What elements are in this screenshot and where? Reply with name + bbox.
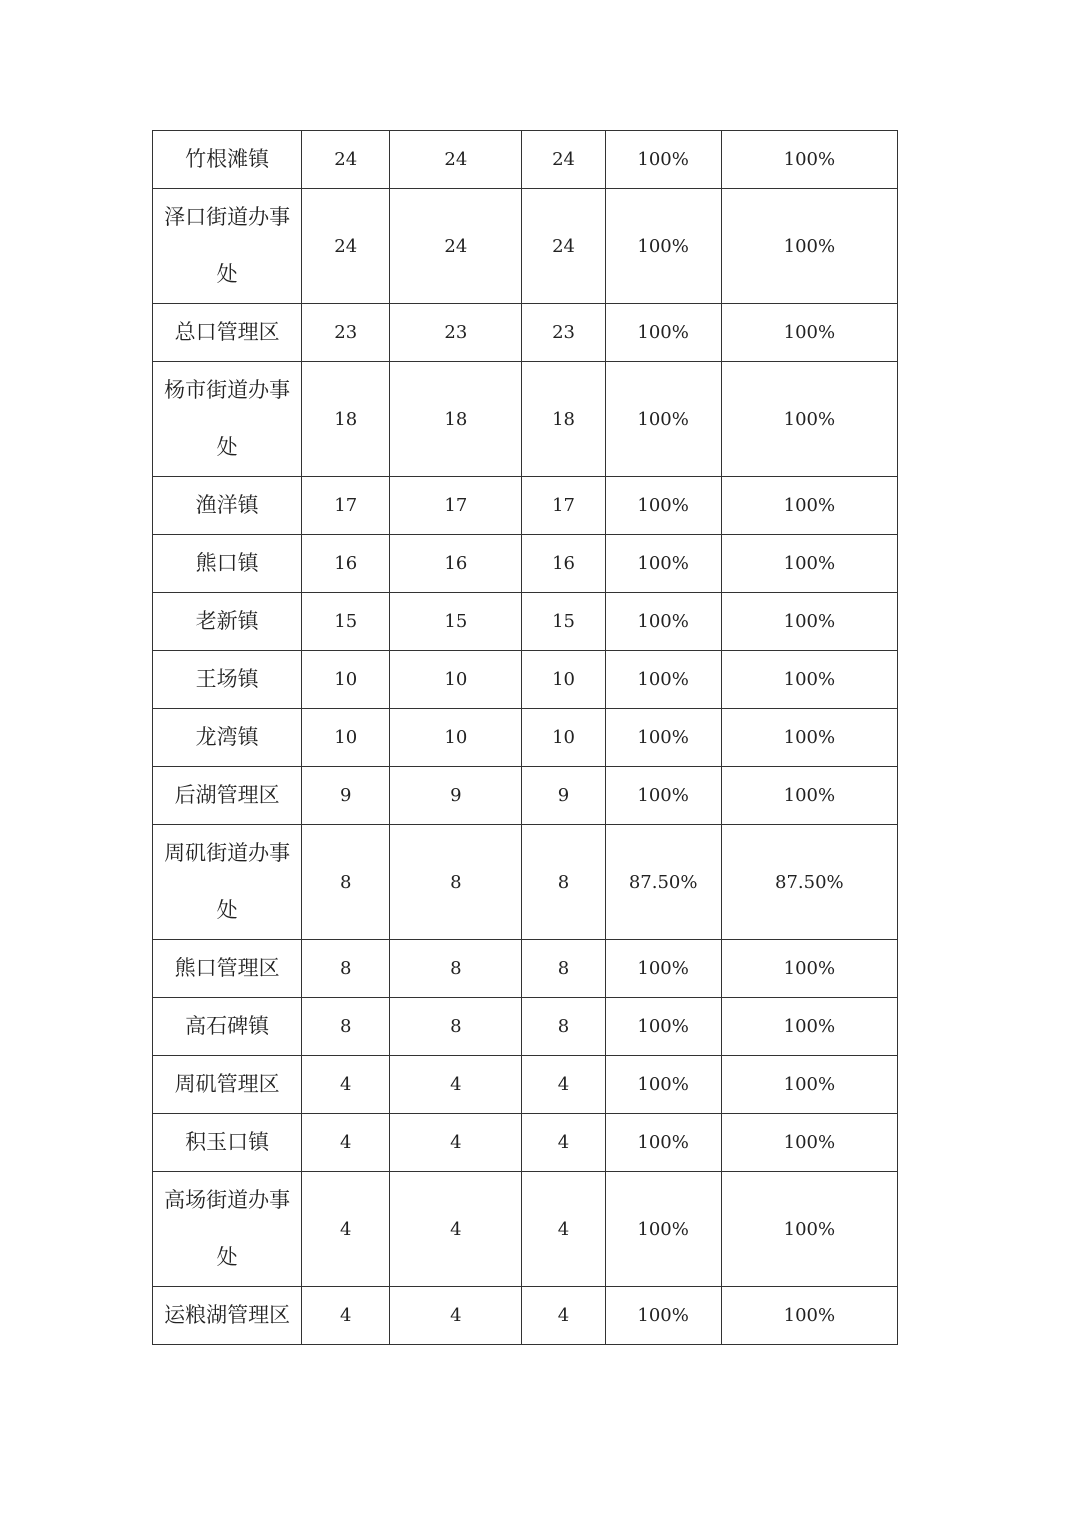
statistics-table: [152, 130, 898, 1345]
value-cell-3: 15: [522, 593, 605, 651]
table-row: [153, 998, 898, 1056]
value-cell-1: 10: [302, 651, 390, 709]
rate-cell-1: 100%: [605, 477, 721, 535]
region-cell: 熊口管理区: [153, 940, 302, 998]
value-cell-1: 4: [302, 1172, 390, 1287]
table-row: [153, 1172, 898, 1287]
rate-cell-2: 100%: [721, 651, 897, 709]
value-cell-3: 10: [522, 651, 605, 709]
value-cell-3: 18: [522, 362, 605, 477]
region-cell: 高石碑镇: [153, 998, 302, 1056]
value-cell-1: 18: [302, 362, 390, 477]
region-cell: 总口管理区: [153, 304, 302, 362]
rate-cell-2: 100%: [721, 477, 897, 535]
rate-cell-2: 100%: [721, 535, 897, 593]
rate-cell-1: 100%: [605, 362, 721, 477]
value-cell-2: 8: [390, 998, 522, 1056]
value-cell-1: 4: [302, 1114, 390, 1172]
rate-cell-2: 87.50%: [721, 825, 897, 940]
rate-cell-1: 100%: [605, 651, 721, 709]
region-cell: 周矶街道办事处: [153, 825, 302, 940]
value-cell-1: 8: [302, 998, 390, 1056]
rate-cell-2: 100%: [721, 304, 897, 362]
value-cell-2: 4: [390, 1287, 522, 1345]
rate-cell-2: 100%: [721, 1287, 897, 1345]
region-cell: 老新镇: [153, 593, 302, 651]
rate-cell-2: 100%: [721, 362, 897, 477]
rate-cell-2: 100%: [721, 1056, 897, 1114]
table-row: [153, 651, 898, 709]
value-cell-3: 23: [522, 304, 605, 362]
value-cell-3: 4: [522, 1172, 605, 1287]
table-row: [153, 477, 898, 535]
table-row: [153, 1114, 898, 1172]
value-cell-1: 8: [302, 940, 390, 998]
table-body: [153, 131, 898, 1345]
rate-cell-1: 100%: [605, 767, 721, 825]
value-cell-1: 16: [302, 535, 390, 593]
region-cell: 泽口街道办事处: [153, 189, 302, 304]
value-cell-1: 15: [302, 593, 390, 651]
rate-cell-1: 100%: [605, 304, 721, 362]
region-cell: 积玉口镇: [153, 1114, 302, 1172]
rate-cell-1: 100%: [605, 1056, 721, 1114]
value-cell-2: 24: [390, 189, 522, 304]
value-cell-3: 16: [522, 535, 605, 593]
region-cell: 后湖管理区: [153, 767, 302, 825]
rate-cell-1: 100%: [605, 593, 721, 651]
value-cell-2: 10: [390, 709, 522, 767]
region-cell: 王场镇: [153, 651, 302, 709]
rate-cell-1: 100%: [605, 998, 721, 1056]
value-cell-2: 8: [390, 825, 522, 940]
table-row: [153, 304, 898, 362]
value-cell-3: 10: [522, 709, 605, 767]
table-row: [153, 362, 898, 477]
table-row: [153, 767, 898, 825]
rate-cell-1: 100%: [605, 940, 721, 998]
value-cell-1: 10: [302, 709, 390, 767]
value-cell-2: 9: [390, 767, 522, 825]
value-cell-2: 4: [390, 1114, 522, 1172]
table-row: [153, 593, 898, 651]
value-cell-2: 4: [390, 1056, 522, 1114]
rate-cell-2: 100%: [721, 940, 897, 998]
value-cell-3: 9: [522, 767, 605, 825]
table-row: [153, 825, 898, 940]
value-cell-3: 24: [522, 189, 605, 304]
value-cell-1: 9: [302, 767, 390, 825]
table-row: [153, 535, 898, 593]
region-cell: 运粮湖管理区: [153, 1287, 302, 1345]
rate-cell-2: 100%: [721, 998, 897, 1056]
region-cell: 高场街道办事处: [153, 1172, 302, 1287]
value-cell-2: 10: [390, 651, 522, 709]
table-row: [153, 940, 898, 998]
value-cell-2: 15: [390, 593, 522, 651]
value-cell-2: 23: [390, 304, 522, 362]
value-cell-3: 4: [522, 1287, 605, 1345]
rate-cell-1: 100%: [605, 189, 721, 304]
rate-cell-2: 100%: [721, 767, 897, 825]
table-row: [153, 131, 898, 189]
value-cell-1: 23: [302, 304, 390, 362]
region-cell: 渔洋镇: [153, 477, 302, 535]
region-cell: 竹根滩镇: [153, 131, 302, 189]
value-cell-2: 8: [390, 940, 522, 998]
value-cell-2: 16: [390, 535, 522, 593]
value-cell-2: 17: [390, 477, 522, 535]
value-cell-3: 8: [522, 825, 605, 940]
value-cell-2: 24: [390, 131, 522, 189]
rate-cell-1: 100%: [605, 131, 721, 189]
value-cell-1: 24: [302, 131, 390, 189]
value-cell-3: 24: [522, 131, 605, 189]
rate-cell-2: 100%: [721, 709, 897, 767]
value-cell-3: 4: [522, 1056, 605, 1114]
value-cell-3: 4: [522, 1114, 605, 1172]
rate-cell-2: 100%: [721, 1114, 897, 1172]
rate-cell-2: 100%: [721, 131, 897, 189]
value-cell-1: 8: [302, 825, 390, 940]
rate-cell-2: 100%: [721, 189, 897, 304]
value-cell-1: 24: [302, 189, 390, 304]
rate-cell-1: 100%: [605, 1172, 721, 1287]
rate-cell-1: 87.50%: [605, 825, 721, 940]
value-cell-2: 4: [390, 1172, 522, 1287]
value-cell-1: 17: [302, 477, 390, 535]
rate-cell-1: 100%: [605, 709, 721, 767]
region-cell: 杨市街道办事处: [153, 362, 302, 477]
rate-cell-2: 100%: [721, 1172, 897, 1287]
region-cell: 龙湾镇: [153, 709, 302, 767]
rate-cell-1: 100%: [605, 1114, 721, 1172]
value-cell-3: 8: [522, 940, 605, 998]
table-row: [153, 709, 898, 767]
table-row: [153, 189, 898, 304]
table-row: [153, 1287, 898, 1345]
region-cell: 周矶管理区: [153, 1056, 302, 1114]
value-cell-1: 4: [302, 1056, 390, 1114]
region-cell: 熊口镇: [153, 535, 302, 593]
rate-cell-1: 100%: [605, 535, 721, 593]
value-cell-3: 8: [522, 998, 605, 1056]
rate-cell-2: 100%: [721, 593, 897, 651]
value-cell-2: 18: [390, 362, 522, 477]
value-cell-3: 17: [522, 477, 605, 535]
rate-cell-1: 100%: [605, 1287, 721, 1345]
value-cell-1: 4: [302, 1287, 390, 1345]
table-row: [153, 1056, 898, 1114]
